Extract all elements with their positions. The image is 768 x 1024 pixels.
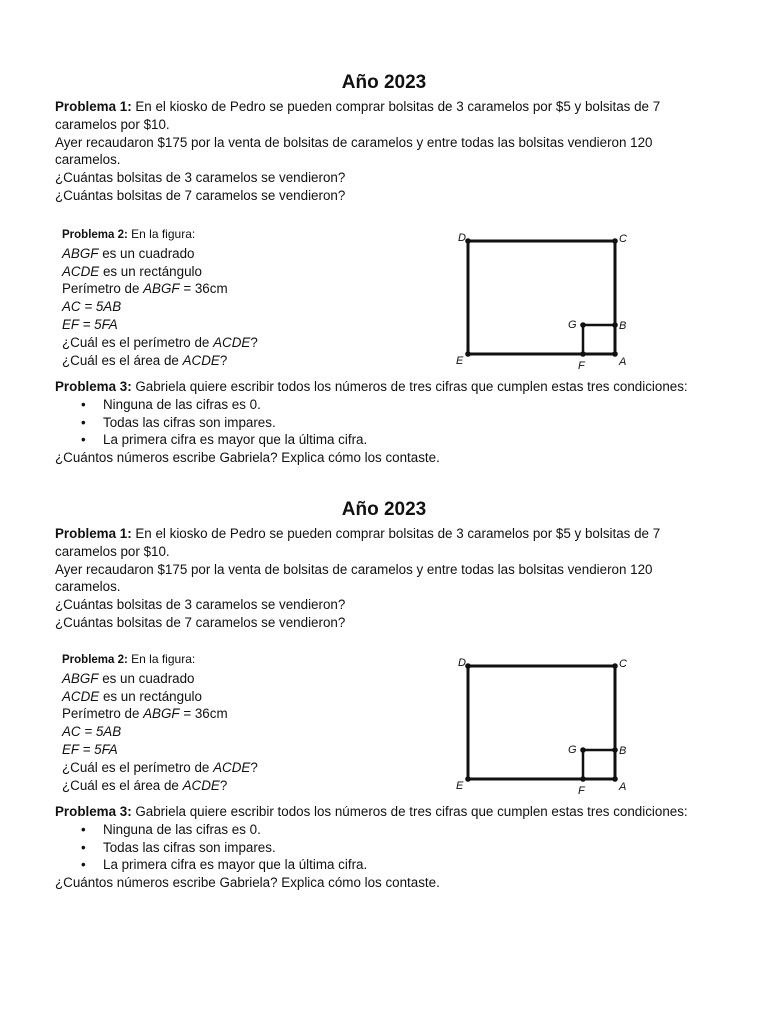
- problem-1-question-1: ¿Cuántas bolsitas de 3 caramelos se vendieron?: [55, 170, 346, 186]
- page-title: Año 2023: [341, 499, 427, 520]
- problem-3-label: Problema 3:: [55, 379, 132, 394]
- label-d: D: [458, 232, 466, 244]
- problem-3-label: Problema 3:: [55, 804, 132, 819]
- label-b: B: [619, 320, 627, 332]
- conditions-list: [55, 821, 705, 874]
- list-item: • La primera cifra es mayor que la última cifra.: [103, 431, 705, 449]
- point-g: [580, 747, 586, 753]
- problem-3-question: ¿Cuántos números escribe Gabriela? Explica cómo los contaste.: [55, 450, 440, 466]
- problem-2-question-2: ¿Cuál es el área de ACDE?: [62, 352, 228, 368]
- label-e: E: [456, 780, 464, 792]
- problem-1: [55, 525, 705, 632]
- rectangle-acde: [468, 241, 615, 354]
- label-f: F: [578, 785, 585, 797]
- point-b: [612, 747, 618, 753]
- point-e: [465, 351, 471, 357]
- point-c: [612, 238, 618, 244]
- label-b: B: [619, 745, 627, 757]
- problem-1: [55, 98, 705, 205]
- list-item: • Ninguna de las cifras es 0.: [103, 396, 705, 414]
- point-e: [465, 776, 471, 782]
- label-e: E: [456, 355, 464, 367]
- label-a: A: [619, 356, 627, 368]
- list-item: • Ninguna de las cifras es 0.: [103, 821, 705, 839]
- problem-1-statement: En el kiosko de Pedro se pueden comprar bolsitas de 3 caramelos por $5 y bolsitas de 7 caramelos por $10.: [55, 526, 661, 559]
- point-a: [612, 351, 618, 357]
- problem-1-data: Ayer recaudaron $175 por la venta de bolsitas de caramelos y entre todas las bolsitas vendieron 120 caramelos.: [55, 134, 653, 168]
- problem-2-label: Problema 2:: [62, 654, 128, 666]
- problem-2-question-1: ¿Cuál es el perímetro de ACDE?: [62, 759, 258, 775]
- label-f: F: [578, 360, 585, 372]
- label-d: D: [458, 657, 466, 669]
- problem-3-statement: Gabriela quiere escribir todos los números de tres cifras que cumplen estas tres condiciones:: [131, 804, 688, 819]
- problem-1-statement: En el kiosko de Pedro se pueden comprar bolsitas de 3 caramelos por $5 y bolsitas de 7 caramelos por $10.: [55, 99, 661, 132]
- label-g: G: [568, 744, 577, 756]
- label-c: C: [619, 233, 627, 245]
- square-abgf: [583, 325, 615, 354]
- problem-2-label: Problema 2:: [62, 229, 128, 241]
- problem-1-question-2: ¿Cuántas bolsitas de 7 caramelos se vendieron?: [55, 614, 346, 630]
- point-d: [465, 663, 471, 669]
- problem-3: [55, 803, 705, 892]
- problem-1-label: Problema 1:: [55, 526, 132, 541]
- problem-1-question-1: ¿Cuántas bolsitas de 3 caramelos se vendieron?: [55, 597, 346, 613]
- list-item: • Todas las cifras son impares.: [103, 414, 705, 432]
- label-c: C: [619, 658, 627, 670]
- label-a: A: [619, 781, 627, 793]
- label-g: G: [568, 319, 577, 331]
- point-d: [465, 238, 471, 244]
- problem-3-statement: Gabriela quiere escribir todos los números de tres cifras que cumplen estas tres condiciones:: [131, 379, 688, 394]
- point-c: [612, 663, 618, 669]
- point-f: [580, 351, 586, 357]
- problem-1-data: Ayer recaudaron $175 por la venta de bolsitas de caramelos y entre todas las bolsitas vendieron 120 caramelos.: [55, 561, 653, 595]
- point-f: [580, 776, 586, 782]
- point-a: [612, 776, 618, 782]
- rectangle-acde: [468, 666, 615, 779]
- point-b: [612, 322, 618, 328]
- page-title: Año 2023: [341, 72, 427, 93]
- problem-3-question: ¿Cuántos números escribe Gabriela? Explica cómo los contaste.: [55, 875, 440, 891]
- problem-2: Problema 2: En la figura: ABGF es un cuadrado ACDE es un rectángulo Perímetro de ABGF = 36cm AC = 5AB EF = 5FA ¿Cuál es el perímetro de ACDE? ¿Cuál es el área de ACDE?: [62, 651, 392, 794]
- problem-2-question-2: ¿Cuál es el área de ACDE?: [62, 777, 228, 793]
- list-item: • La primera cifra es mayor que la última cifra.: [103, 856, 705, 874]
- list-item: • Todas las cifras son impares.: [103, 839, 705, 857]
- point-g: [580, 322, 586, 328]
- square-abgf: [583, 750, 615, 779]
- problem-2-question-1: ¿Cuál es el perímetro de ACDE?: [62, 334, 258, 350]
- problem-1-question-2: ¿Cuántas bolsitas de 7 caramelos se vendieron?: [55, 187, 346, 203]
- problem-2: Problema 2: En la figura: ABGF es un cuadrado ACDE es un rectángulo Perímetro de ABGF = 36cm AC = 5AB EF = 5FA ¿Cuál es el perímetro de ACDE? ¿Cuál es el área de ACDE?: [62, 226, 392, 369]
- exam-block-2: [0, 427, 768, 891]
- problem-1-label: Problema 1:: [55, 99, 132, 114]
- geometry-figure: [445, 653, 645, 798]
- geometry-figure: [445, 228, 645, 373]
- exam-block-1: [0, 0, 768, 466]
